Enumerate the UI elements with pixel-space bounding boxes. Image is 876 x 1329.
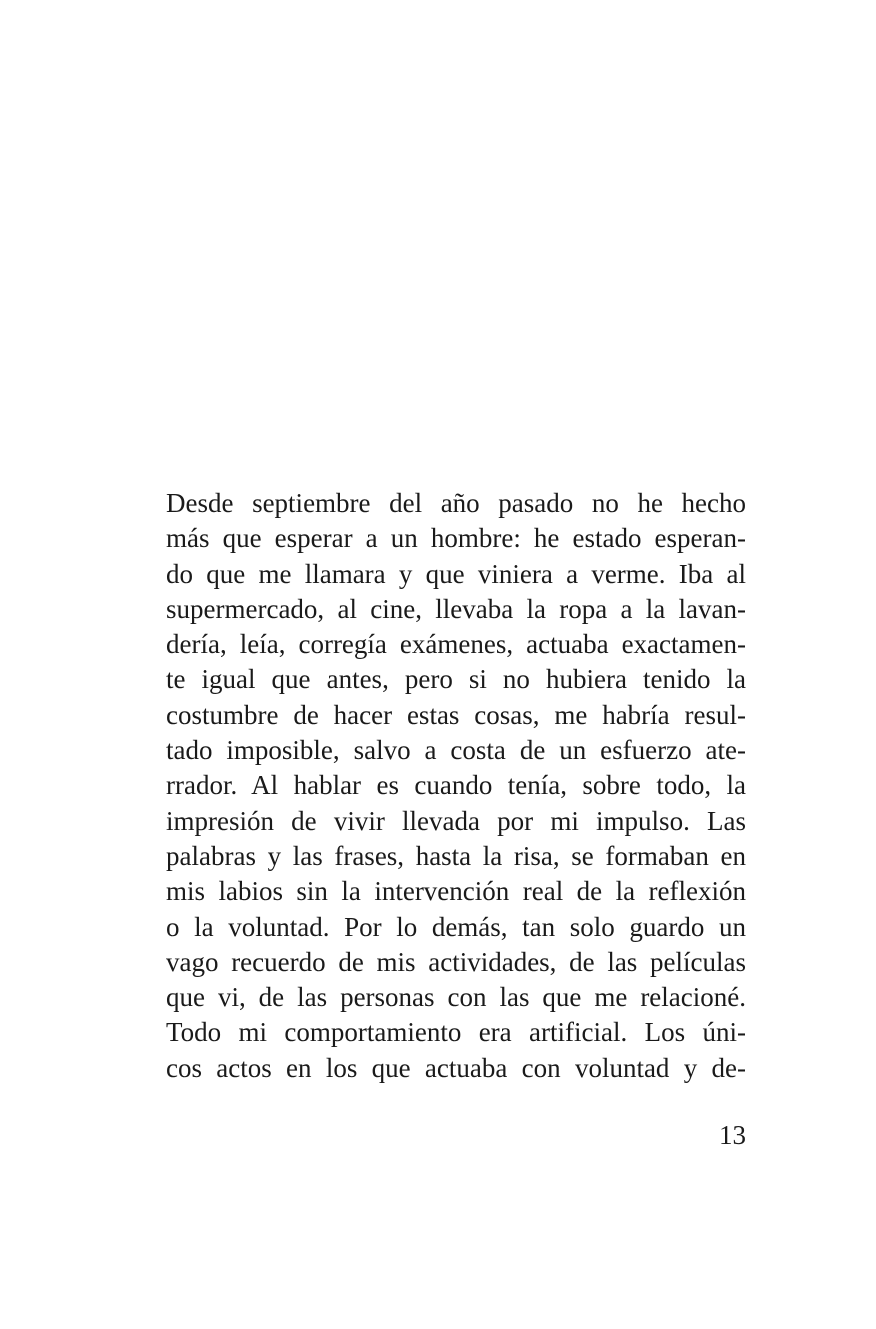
text-line: costumbre de hacer estas cosas, me habría resul- [166, 699, 746, 730]
text-line: impresión de vivir llevada por mi impulso. Las [166, 805, 746, 836]
page-number: 13 [719, 1120, 746, 1150]
text-line: cos actos en los que actuaba con voluntad y de- [166, 1052, 746, 1083]
text-line: rrador. Al hablar es cuando tenía, sobre todo, la [166, 770, 746, 801]
text-line: que vi, de las personas con las que me relacioné. [166, 982, 746, 1013]
text-line: supermercado, al cine, llevaba la ropa a la lavan- [166, 593, 746, 624]
body-paragraph [166, 486, 746, 1086]
text-line: o la voluntad. Por lo demás, tan solo guardo un [166, 911, 746, 942]
text-line: más que esperar a un hombre: he estado esperan- [166, 523, 746, 554]
text-line: tado imposible, salvo a costa de un esfuerzo ate- [166, 735, 746, 766]
text-line: vago recuerdo de mis actividades, de las películas [166, 946, 746, 977]
text-line: te igual que antes, pero si no hubiera tenido la [166, 664, 746, 695]
text-line: dería, leía, corregía exámenes, actuaba exactamen- [166, 629, 746, 660]
text-line: mis labios sin la intervención real de la reflexión [166, 876, 746, 907]
text-line: palabras y las frases, hasta la risa, se formaban en [166, 840, 746, 871]
text-line: Desde septiembre del año pasado no he hecho [166, 488, 746, 518]
text-line: do que me llamara y que viniera a verme. Iba al [166, 558, 746, 589]
text-line: Todo mi comportamiento era artificial. Los úni- [166, 1017, 746, 1048]
